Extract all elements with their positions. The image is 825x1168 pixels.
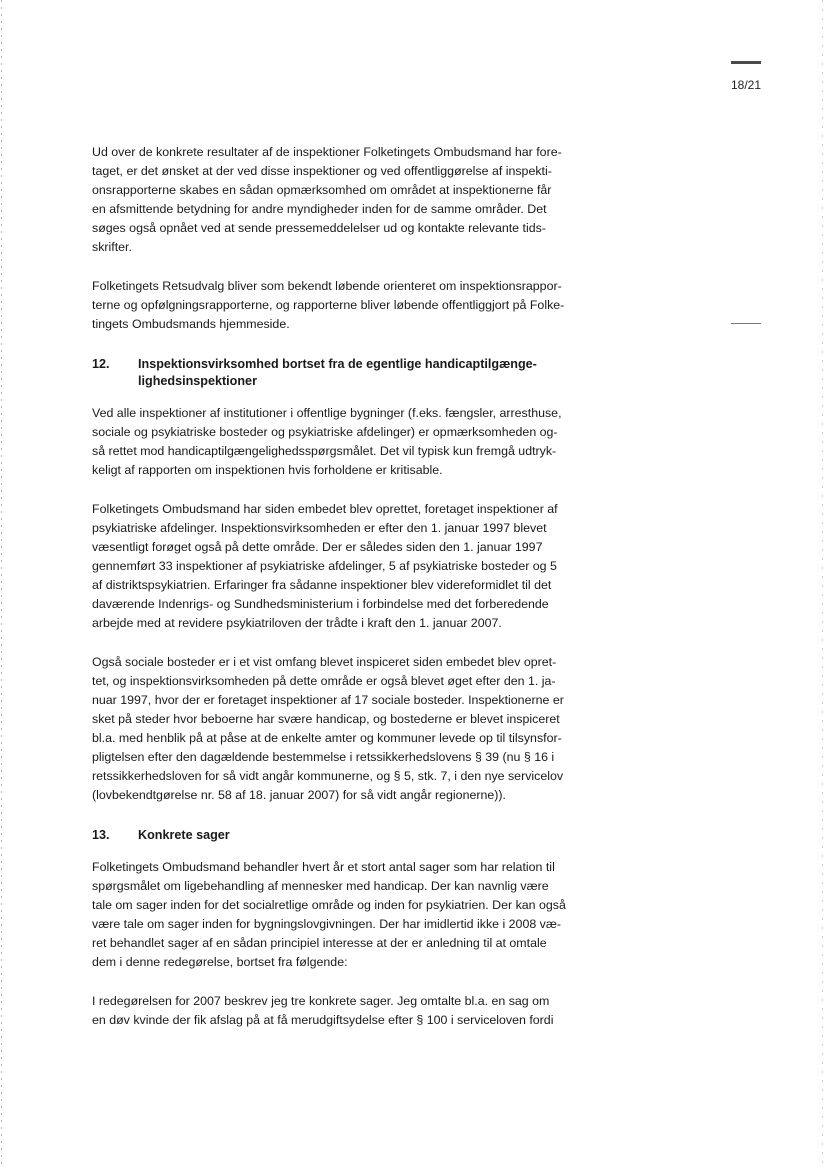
section-number: 13. <box>92 828 110 842</box>
section-heading <box>92 356 602 390</box>
section-heading <box>92 827 602 844</box>
paragraph-line: bl.a. med henblik på at påse at de enkelte amter og kommuner levede op til tilsynsfor- <box>92 731 562 745</box>
section-title <box>138 827 230 844</box>
paragraph-line: så rettet mod handicaptilgængelighedsspørgsmålet. Det vil typisk kun fremgå udtryk- <box>92 444 557 458</box>
paragraph-line: (lovbekendtgørelse nr. 58 af 18. januar 2007) for så vidt angår regionerne)). <box>92 788 506 802</box>
paragraph-line: arbejde med at revidere psykiatriloven der trådte i kraft den 1. januar 2007. <box>92 616 502 630</box>
section-number: 12. <box>92 357 110 371</box>
paragraph-line: skrifter. <box>92 240 132 254</box>
paragraph-line: onsrapporterne skabes en sådan opmærksomhed om området at inspektionerne får <box>92 183 552 197</box>
paragraph-line: gennemført 33 inspektioner af psykiatriske afdelinger, 5 af psykiatriske bosteder og 5 <box>92 559 557 573</box>
scan-mark-top <box>731 61 761 64</box>
paragraph-line: Ved alle inspektioner af institutioner i offentlige bygninger (f.eks. fængsler, arresthuse, <box>92 406 562 420</box>
paragraph-line: en afsmittende betydning for andre myndigheder inden for de samme områder. Det <box>92 202 547 216</box>
paragraph-line: tet, og inspektionsvirksomheden på dette område er også blevet øget efter den 1. ja- <box>92 674 556 688</box>
paragraph-line: pligtelsen efter den dagældende bestemmelse i retssikkerhedslovens § 39 (nu § 16 i <box>92 750 555 764</box>
paragraph-line: tingets Ombudsmands hjemmeside. <box>92 317 290 331</box>
paragraph-line: nuar 1997, hvor der er foretaget inspektioner af 17 sociale bosteder. Inspektionerne er <box>92 693 564 707</box>
paragraph-line: af distriktspsykiatrien. Erfaringer fra sådanne inspektioner blev videreformidlet til det <box>92 578 552 592</box>
paragraph-line: retssikkerhedsloven for så vidt angår kommunerne, og § 5, stk. 7, i den nye servicelov <box>92 769 564 783</box>
paragraph-line: I redegørelsen for 2007 beskrev jeg tre konkrete sager. Jeg omtalte bl.a. en sag om <box>92 994 550 1008</box>
paragraph-line: søges også opnået ved at sende pressemeddelelser ud og kontakte relevante tids- <box>92 221 546 235</box>
paragraph-line: sket på steder hvor beboerne har svære handicap, og bostederne er blevet inspiceret <box>92 712 560 726</box>
paragraph-line: Folketingets Retsudvalg bliver som bekendt løbende orienteret om inspektionsrappor- <box>92 279 562 293</box>
paragraph <box>92 143 602 257</box>
paragraph-line: sociale og psykiatriske bosteder og psykiatriske afdelinger) er opmærksomheden og- <box>92 425 558 439</box>
section-title <box>138 356 537 390</box>
paragraph-line: tale om sager inden for det socialretlige område og inden for psykiatrien. Der kan også <box>92 898 566 912</box>
paragraph-line: daværende Indenrigs- og Sundhedsministerium i forbindelse med det forberedende <box>92 597 549 611</box>
paragraph-line: spørgsmålet om ligebehandling af mennesker med handicap. Der kan navnlig være <box>92 879 549 893</box>
paragraph-line: Ud over de konkrete resultater af de inspektioner Folketingets Ombudsmand har fore- <box>92 145 562 159</box>
paragraph <box>92 500 602 633</box>
section-title-line: lighedsinspektioner <box>138 374 257 388</box>
section-title-line: Konkrete sager <box>138 828 230 842</box>
paragraph <box>92 653 602 805</box>
paragraph-line: keligt af rapporten om inspektionen hvis forholdene er kritisable. <box>92 463 443 477</box>
paragraph-line: terne og opfølgningsrapporterne, og rapporterne bliver løbende offentliggjort på Folke- <box>92 298 565 312</box>
paragraph-line: psykiatriske afdelinger. Inspektionsvirksomheden er efter den 1. januar 1997 blevet <box>92 521 547 535</box>
paragraph <box>92 404 602 480</box>
paragraph-line: taget, er det ønsket at der ved disse inspektioner og ved offentliggørelse af inspekti- <box>92 164 552 178</box>
paragraph-line: Folketingets Ombudsmand behandler hvert år et stort antal sager som har relation til <box>92 860 555 874</box>
paragraph <box>92 858 602 972</box>
paragraph-line: dem i denne redegørelse, bortset fra følgende: <box>92 955 348 969</box>
scan-edge-left <box>1 0 2 1168</box>
page-number: 18/21 <box>731 78 762 92</box>
scan-edge-right <box>822 0 823 1168</box>
section-title-line: Inspektionsvirksomhed bortset fra de egentlige handicaptilgænge- <box>138 357 537 371</box>
scan-mark-middle <box>731 323 761 324</box>
paragraph-line: en døv kvinde der fik afslag på at få merudgiftsydelse efter § 100 i serviceloven fordi <box>92 1013 554 1027</box>
paragraph-line: væsentligt forøget også på dette område. Der er således siden den 1. januar 1997 <box>92 540 543 554</box>
paragraph-line: Folketingets Ombudsmand har siden embedet blev oprettet, foretaget inspektioner af <box>92 502 558 516</box>
paragraph <box>92 992 602 1030</box>
document-body <box>92 143 602 1050</box>
paragraph <box>92 277 602 334</box>
paragraph-line: ret behandlet sager af en sådan principiel interesse at der er anledning til at omtale <box>92 936 547 950</box>
paragraph-line: Også sociale bosteder er i et vist omfang blevet inspiceret siden embedet blev opret- <box>92 655 557 669</box>
paragraph-line: være tale om sager inden for bygningslovgivningen. Der har imidlertid ikke i 2008 væ- <box>92 917 562 931</box>
